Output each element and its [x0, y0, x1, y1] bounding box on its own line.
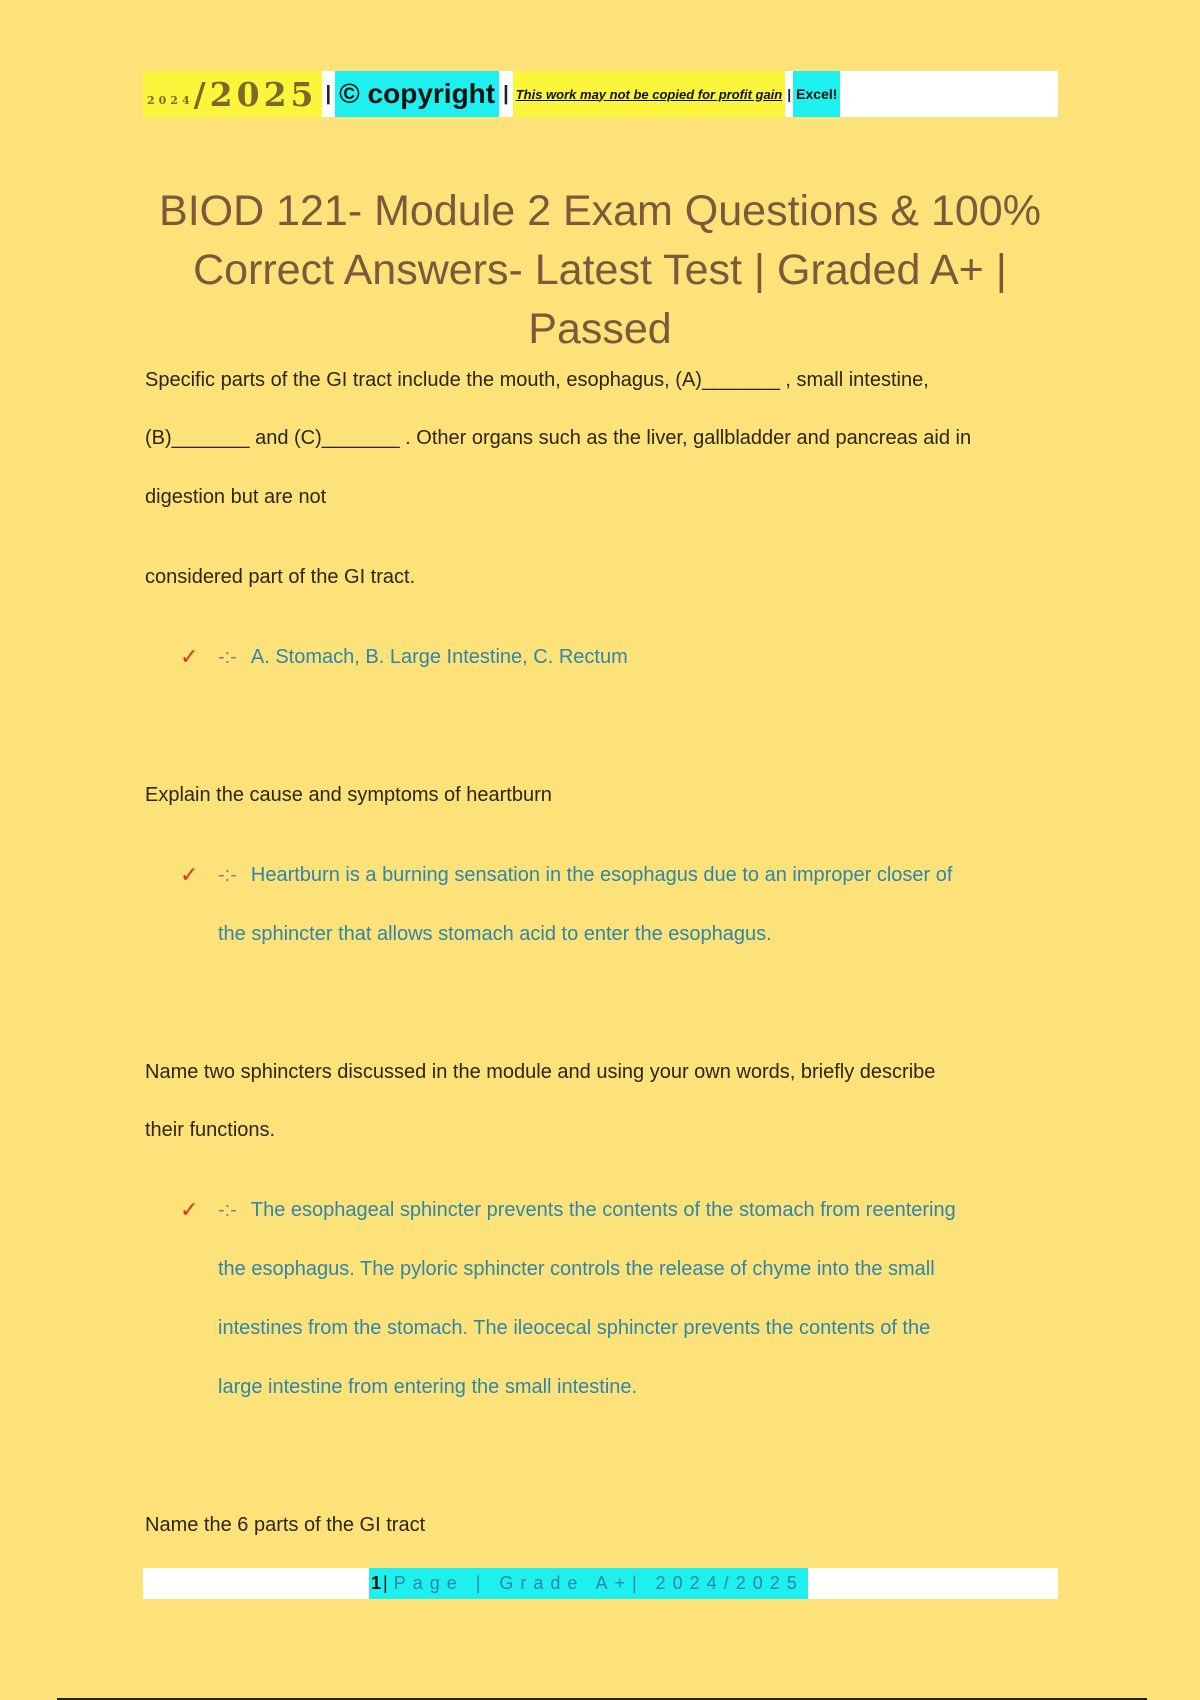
header-excel: Excel! — [793, 71, 840, 117]
answer-line: The esophageal sphincter prevents the contents of the stomach from reentering — [250, 1199, 956, 1221]
answer-marker: -:- — [218, 864, 237, 886]
answer-text — [218, 1181, 956, 1417]
answer-block — [180, 646, 628, 687]
header-separator: | — [787, 86, 792, 102]
title-line: Passed — [528, 305, 672, 353]
answer-line: the esophagus. The pyloric sphincter controls the release of chyme into the small — [218, 1258, 935, 1280]
question-text: (B)_______ and (C)_______ . Other organs such as the liver, gallbladder and pancreas aid in — [145, 427, 972, 449]
answer-line: A. Stomach, B. Large Intestine, C. Rectum — [250, 646, 628, 668]
question-text: Name two sphincters discussed in the module and using your own words, briefly describe — [145, 1061, 936, 1083]
page-footer — [143, 1568, 1058, 1599]
answer-line: Heartburn is a burning sensation in the esophagus due to an improper closer of — [250, 864, 953, 886]
answer-line: intestines from the stomach. The ileocecal sphincter prevents the contents of the — [218, 1317, 931, 1339]
header-year-big: /2025 — [193, 74, 318, 114]
question-text: considered part of the GI tract. — [145, 566, 416, 588]
title-line: BIOD 121- Module 2 Exam Questions & 100% — [159, 187, 1041, 235]
header-separator: | — [503, 82, 509, 105]
footer-text: Page | Grade A+| 2024/2025 — [393, 1573, 804, 1593]
question-text: their functions. — [145, 1119, 276, 1141]
document-title — [130, 182, 1070, 359]
answer-text — [218, 846, 952, 964]
answer-marker: -:- — [218, 1199, 237, 1221]
answer-line: the sphincter that allows stomach acid to enter the esophagus. — [218, 923, 772, 945]
question-text: Name the 6 parts of the GI tract — [145, 1514, 426, 1536]
footer-label — [369, 1568, 808, 1599]
answer-text — [218, 628, 628, 687]
header-year-small: 2024 — [147, 93, 194, 107]
page-number: 1 — [371, 1573, 382, 1593]
title-line: Correct Answers- Latest Test | Graded A+ | — [193, 246, 1007, 294]
answer-block — [180, 864, 952, 964]
checkmark-icon: ✓ — [180, 1197, 199, 1222]
question-text: Specific parts of the GI tract include the mouth, esophagus, (A)_______ , small intestine, — [145, 369, 929, 391]
answer-block — [180, 1199, 956, 1417]
header-banner — [143, 71, 1058, 117]
question-text: Explain the cause and symptoms of heartburn — [145, 784, 552, 806]
answer-line: large intestine from entering the small intestine. — [218, 1376, 638, 1398]
checkmark-icon: ✓ — [180, 862, 199, 887]
question-text: digestion but are not — [145, 486, 327, 508]
checkmark-icon: ✓ — [180, 644, 199, 669]
footer-separator: | — [383, 1573, 388, 1593]
header-year — [143, 71, 322, 117]
answer-marker: -:- — [218, 646, 237, 668]
header-notice: This work may not be copied for profit gain — [513, 71, 786, 117]
header-copyright: © copyright — [335, 71, 499, 117]
header-separator: | — [325, 82, 332, 105]
